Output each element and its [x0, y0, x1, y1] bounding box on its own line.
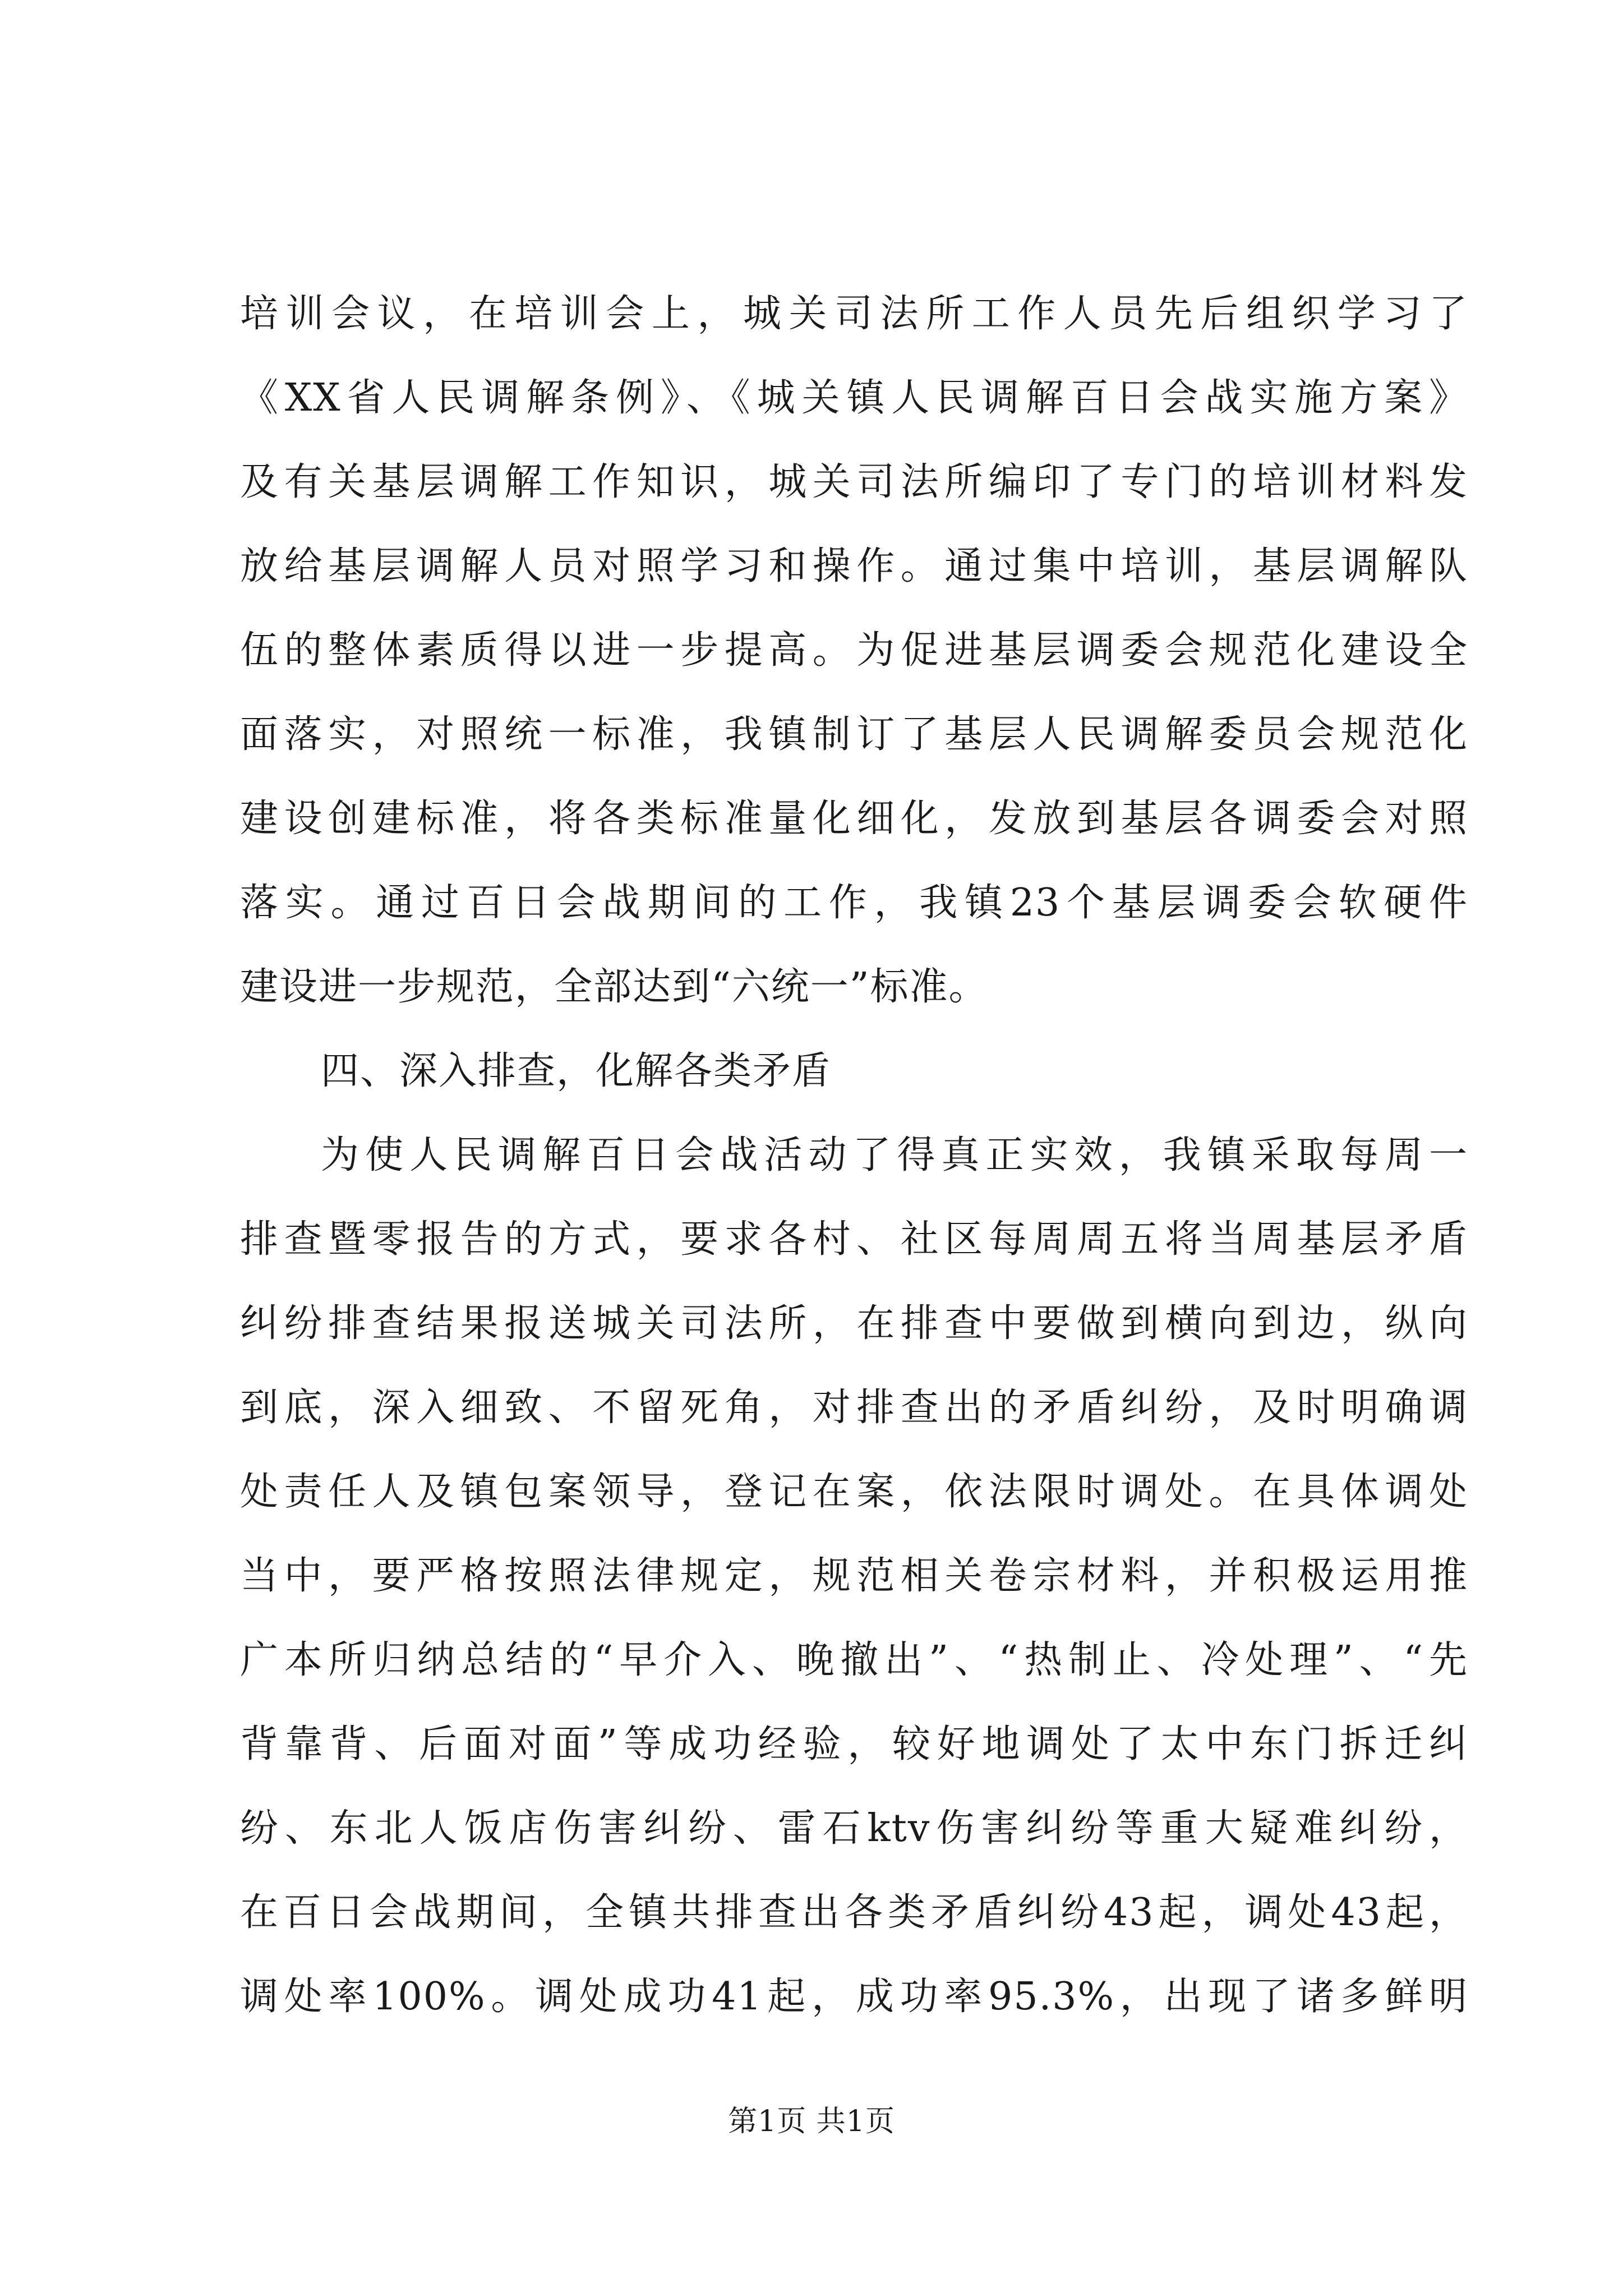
- text-line: 伍的整体素质得以进一步提高。为促进基层调委会规范化建设全: [240, 628, 1468, 673]
- text-line: 面落实，对照统一标准，我镇制订了基层人民调解委员会规范化: [240, 712, 1468, 757]
- text-line: 放给基层调解人员对照学习和操作。通过集中培训，基层调解队: [240, 544, 1468, 588]
- text-line: 建设创建标准，将各类标准量化细化，发放到基层各调委会对照: [240, 797, 1468, 841]
- text-line: 落实。通过百日会战期间的工作，我镇23个基层调委会软硬件: [240, 881, 1468, 925]
- text-line: 《XX省人民调解条例》、《城关镇人民调解百日会战实施方案》: [240, 376, 1468, 420]
- section-heading: 四、深入排查，化解各类矛盾: [321, 1049, 832, 1093]
- text-line: 为使人民调解百日会战活动了得真正实效，我镇采取每周一: [321, 1133, 1468, 1177]
- text-line: 建设进一步规范，全部达到“六统一”标准。: [240, 965, 988, 1009]
- text-line: 背靠背、后面对面”等成功经验，较好地调处了太中东门拆迁纠: [240, 1722, 1468, 1766]
- text-line: 及有关基层调解工作知识，城关司法所编印了专门的培训材料发: [240, 460, 1468, 504]
- page-footer: 第1页 共1页: [728, 2105, 895, 2138]
- text-line: 纷、东北人饭店伤害纠纷、雷石ktv伤害纠纷等重大疑难纠纷，: [240, 1806, 1468, 1851]
- text-line: 处责任人及镇包案领导，登记在案，依法限时调处。在具体调处: [240, 1470, 1468, 1514]
- text-line: 排查暨零报告的方式，要求各村、社区每周周五将当周基层矛盾: [240, 1217, 1468, 1262]
- text-line: 培训会议，在培训会上，城关司法所工作人员先后组织学习了: [240, 292, 1468, 336]
- text-line: 到底，深入细致、不留死角，对排查出的矛盾纠纷，及时明确调: [240, 1386, 1468, 1430]
- text-line: 广本所归纳总结的“早介入、晚撤出”、“热制止、冷处理”、“先: [240, 1638, 1468, 1682]
- text-line: 纠纷排查结果报送城关司法所，在排查中要做到横向到边，纵向: [240, 1301, 1468, 1346]
- text-line: 调处率100%。调处成功41起，成功率95.3%，出现了诸多鲜明: [240, 1975, 1468, 2019]
- text-line: 在百日会战期间，全镇共排查出各类矛盾纠纷43起，调处43起，: [240, 1890, 1468, 1935]
- text-line: 当中，要严格按照法律规定，规范相关卷宗材料，并积极运用推: [240, 1554, 1468, 1598]
